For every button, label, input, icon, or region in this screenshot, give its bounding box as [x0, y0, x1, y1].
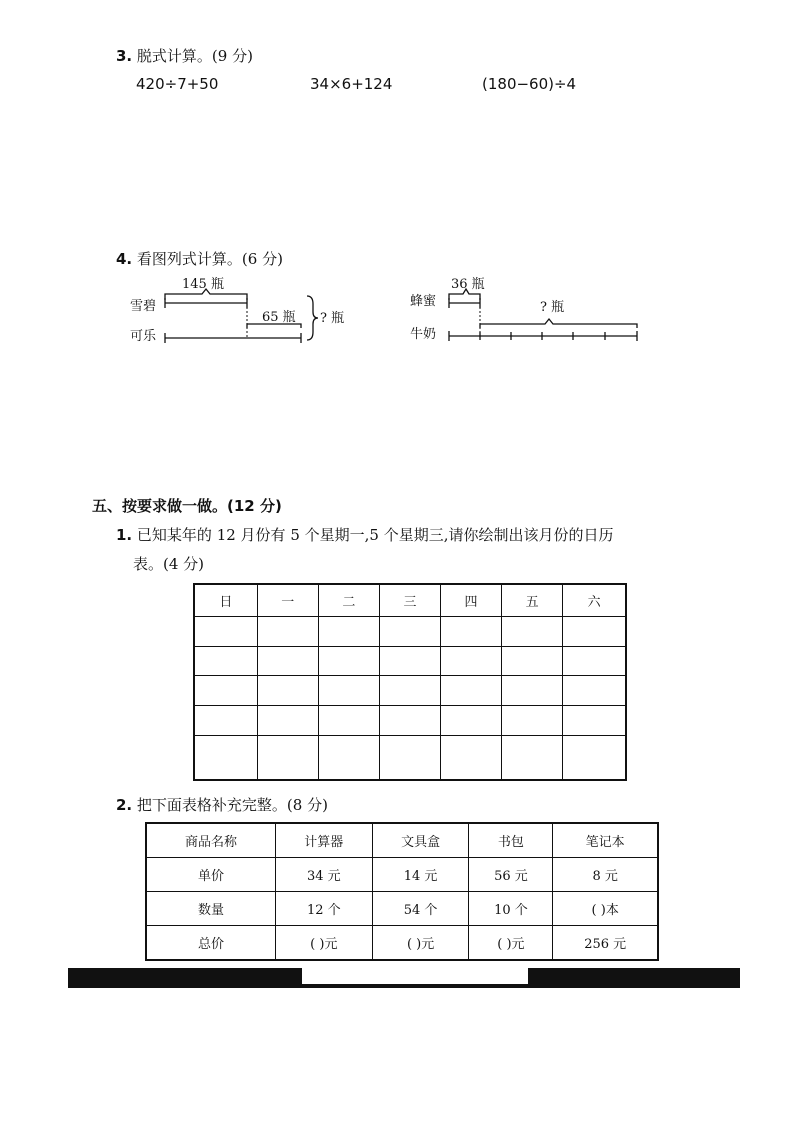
section5-title: 五、按要求做一做。(12 分) [92, 497, 282, 515]
goods-cell: 单价 [146, 858, 275, 892]
calendar-cell[interactable] [257, 617, 318, 647]
calendar-cell[interactable] [194, 676, 257, 706]
calendar-cell[interactable] [194, 646, 257, 676]
s5-q1-number: 1. [116, 526, 133, 544]
calendar-cell[interactable] [257, 646, 318, 676]
s5-q1-text: 已知某年的 12 月份有 5 个星期一,5 个星期三,请你绘制出该月份的日历 [136, 526, 614, 544]
calendar-cell[interactable] [318, 617, 379, 647]
goods-cell: 10 个 [469, 892, 553, 926]
calendar-cell[interactable] [563, 706, 626, 736]
calendar-cell[interactable] [441, 617, 502, 647]
goods-cell: 数量 [146, 892, 275, 926]
calendar-cell[interactable] [257, 676, 318, 706]
goods-cell: 12 个 [275, 892, 372, 926]
calendar-cell[interactable] [318, 676, 379, 706]
q3-title [116, 45, 253, 66]
q3-title-text: 脱式计算。(9 分) [136, 47, 253, 65]
calendar-cell[interactable] [318, 706, 379, 736]
calendar-cell[interactable] [441, 706, 502, 736]
goods-header-cell: 计算器 [275, 823, 372, 858]
calendar-row [194, 735, 626, 780]
diagram2-row1: 蜂蜜 [410, 294, 437, 309]
calendar-cell[interactable] [379, 735, 440, 780]
q3-number: 3. [116, 47, 133, 65]
calendar-header-cell: 二 [318, 584, 379, 617]
line-diagram-soda [120, 270, 360, 360]
goods-row-quantity [146, 892, 658, 926]
calendar-cell[interactable] [502, 646, 563, 676]
calendar-cell[interactable] [379, 646, 440, 676]
calendar-cell[interactable] [379, 706, 440, 736]
calendar-header-row [194, 584, 626, 617]
calendar-table [193, 583, 627, 781]
goods-answer-cell[interactable]: ( )元 [469, 926, 553, 961]
calendar-row [194, 646, 626, 676]
calendar-cell[interactable] [563, 735, 626, 780]
goods-header-cell: 商品名称 [146, 823, 275, 858]
extra-brace [247, 324, 301, 328]
footer-bar-right [528, 968, 740, 988]
line-diagram-honey [405, 270, 645, 360]
q3-expression: (180−60)÷4 [482, 75, 577, 93]
diagram1-extra-label: 65 瓶 [262, 310, 296, 325]
calendar-cell[interactable] [441, 735, 502, 780]
diagram2-top-label: 36 瓶 [451, 277, 485, 292]
calendar-row [194, 617, 626, 647]
goods-cell: 14 元 [372, 858, 469, 892]
goods-cell: 56 元 [469, 858, 553, 892]
calendar-row [194, 706, 626, 736]
calendar-header-cell: 六 [563, 584, 626, 617]
calendar-cell[interactable] [502, 706, 563, 736]
diagram2-total-label: ? 瓶 [540, 300, 565, 315]
calendar-header-cell: 五 [502, 584, 563, 617]
calendar-cell[interactable] [502, 617, 563, 647]
calendar-cell[interactable] [502, 735, 563, 780]
footer-bar-left [68, 968, 302, 988]
goods-header-cell: 笔记本 [553, 823, 658, 858]
calendar-cell[interactable] [563, 676, 626, 706]
goods-cell: 总价 [146, 926, 275, 961]
calendar-cell[interactable] [563, 617, 626, 647]
calendar-cell[interactable] [194, 617, 257, 647]
goods-table [145, 822, 659, 961]
calendar-cell[interactable] [318, 646, 379, 676]
footer-bar-middle [302, 984, 528, 988]
goods-cell: 54 个 [372, 892, 469, 926]
diagram2-row2: 牛奶 [410, 327, 437, 342]
diagram1-row1: 雪碧 [130, 299, 157, 314]
q4-title-text: 看图列式计算。(6 分) [136, 250, 283, 268]
q3-expression: 420÷7+50 [136, 75, 219, 93]
q4-number: 4. [116, 250, 133, 268]
calendar-cell[interactable] [502, 676, 563, 706]
calendar-header-cell: 四 [441, 584, 502, 617]
right-brace [307, 296, 318, 340]
goods-answer-cell[interactable]: ( )元 [372, 926, 469, 961]
diagram1-total-label: ? 瓶 [320, 311, 345, 326]
goods-cell: 8 元 [553, 858, 658, 892]
goods-cell: 34 元 [275, 858, 372, 892]
s5-q2-title [116, 794, 328, 815]
calendar-cell[interactable] [257, 706, 318, 736]
q4-title [116, 248, 283, 269]
milk-brace [480, 319, 637, 328]
calendar-cell[interactable] [379, 617, 440, 647]
goods-cell: 256 元 [553, 926, 658, 961]
calendar-cell[interactable] [318, 735, 379, 780]
calendar-cell[interactable] [194, 706, 257, 736]
calendar-cell[interactable] [194, 735, 257, 780]
diagram1-top-label: 145 瓶 [182, 277, 224, 292]
calendar-cell[interactable] [379, 676, 440, 706]
calendar-header-cell: 三 [379, 584, 440, 617]
calendar-header-cell: 一 [257, 584, 318, 617]
goods-row-unit-price [146, 858, 658, 892]
s5-q2-text: 把下面表格补充完整。(8 分) [136, 796, 328, 814]
calendar-row [194, 676, 626, 706]
q3-expression: 34×6+124 [310, 75, 393, 93]
s5-q1-line1 [116, 524, 613, 545]
goods-header-cell: 文具盒 [372, 823, 469, 858]
goods-answer-cell[interactable]: ( )元 [275, 926, 372, 961]
calendar-cell[interactable] [563, 646, 626, 676]
goods-row-total [146, 926, 658, 961]
goods-header-row [146, 823, 658, 858]
diagram1-row2: 可乐 [130, 329, 157, 344]
calendar-cell[interactable] [441, 646, 502, 676]
calendar-header-cell: 日 [194, 584, 257, 617]
s5-q2-number: 2. [116, 796, 133, 814]
goods-header-cell: 书包 [469, 823, 553, 858]
goods-answer-cell[interactable]: ( )本 [553, 892, 658, 926]
calendar-cell[interactable] [257, 735, 318, 780]
calendar-cell[interactable] [441, 676, 502, 706]
s5-q1-line2: 表。(4 分) [133, 555, 205, 573]
